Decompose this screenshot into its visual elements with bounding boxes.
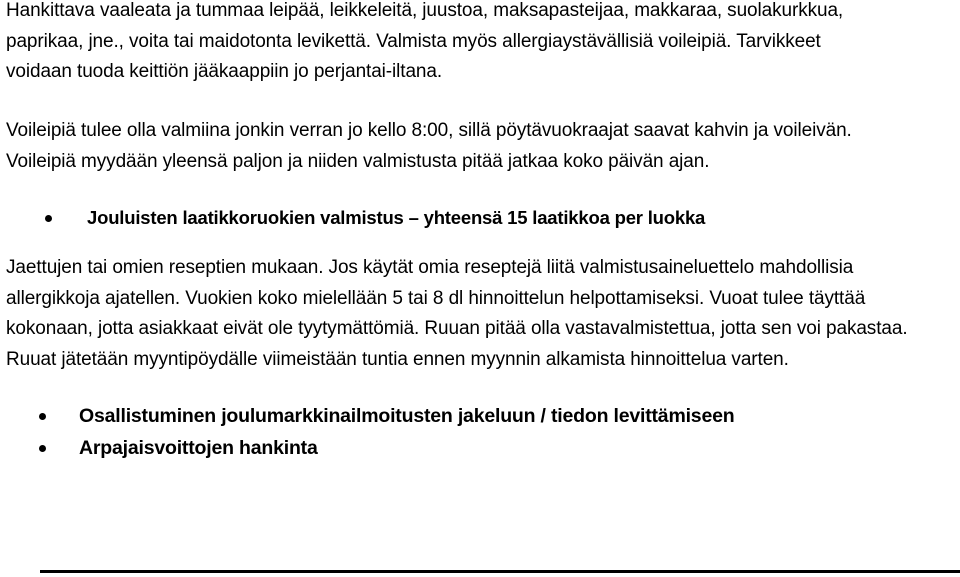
paragraph-line: Voileipiä tulee olla valmiina jonkin verran jo kello 8:00, sillä pöytävuokraajat saavat kahvin ja voileivän. [6, 120, 852, 141]
bullet-heading-casseroles [45, 207, 705, 229]
paragraph-ingredients [6, 0, 956, 88]
paragraph-line: kokonaan, jotta asiakkaat eivät ole tyytymättömiä. Ruuan pitää olla vastavalmistettua, jotta sen voi pakastaa. [6, 318, 908, 339]
bullet-icon [39, 445, 46, 452]
paragraph-line: allergikkoja ajatellen. Vuokien koko mielellään 5 tai 8 dl hinnoittelun helpottamiseksi. Vuoat tulee täyttää [6, 287, 866, 309]
paragraph-recipes [6, 253, 956, 375]
bullet-heading-text: Jouluisten laatikkoruokien valmistus – yhteensä 15 laatikkoa per luokka [87, 207, 706, 228]
paragraph-sandwiches [6, 116, 956, 177]
bullet-heading-text: Arpajaisvoittojen hankinta [79, 437, 318, 459]
bullet-icon [39, 413, 46, 420]
bullet-heading-text: Osallistuminen joulumarkkinailmoitusten jakeluun / tiedon levittämiseen [79, 405, 735, 427]
horizontal-rule [40, 570, 960, 573]
paragraph-line: Ruuat jätetään myyntipöydälle viimeistään tuntia ennen myynnin alkamista hinnoittelua varten. [6, 348, 789, 370]
paragraph-line: Jaettujen tai omien reseptien mukaan. Jos käytät omia reseptejä liitä valmistusaineluettelo mahdollisia [6, 257, 854, 278]
bullet-heading-raffle-prizes [39, 437, 318, 460]
paragraph-line: Hankittava vaaleata ja tummaa leipää, leikkeleitä, juustoa, maksapasteijaa, makkaraa, suolakurkkua, [6, 0, 844, 21]
paragraph-line: voidaan tuoda keittiön jääkaappiin jo perjantai-iltana. [6, 61, 443, 82]
paragraph-line: paprikaa, jne., voita tai maidotonta levikettä. Valmista myös allergiaystävällisiä voileipiä. Tarvikkeet [6, 30, 821, 52]
bullet-icon [45, 215, 52, 222]
paragraph-line: Voileipiä myydään yleensä paljon ja niiden valmistusta pitää jatkaa koko päivän ajan. [6, 150, 710, 172]
bullet-heading-flyers [39, 405, 734, 428]
